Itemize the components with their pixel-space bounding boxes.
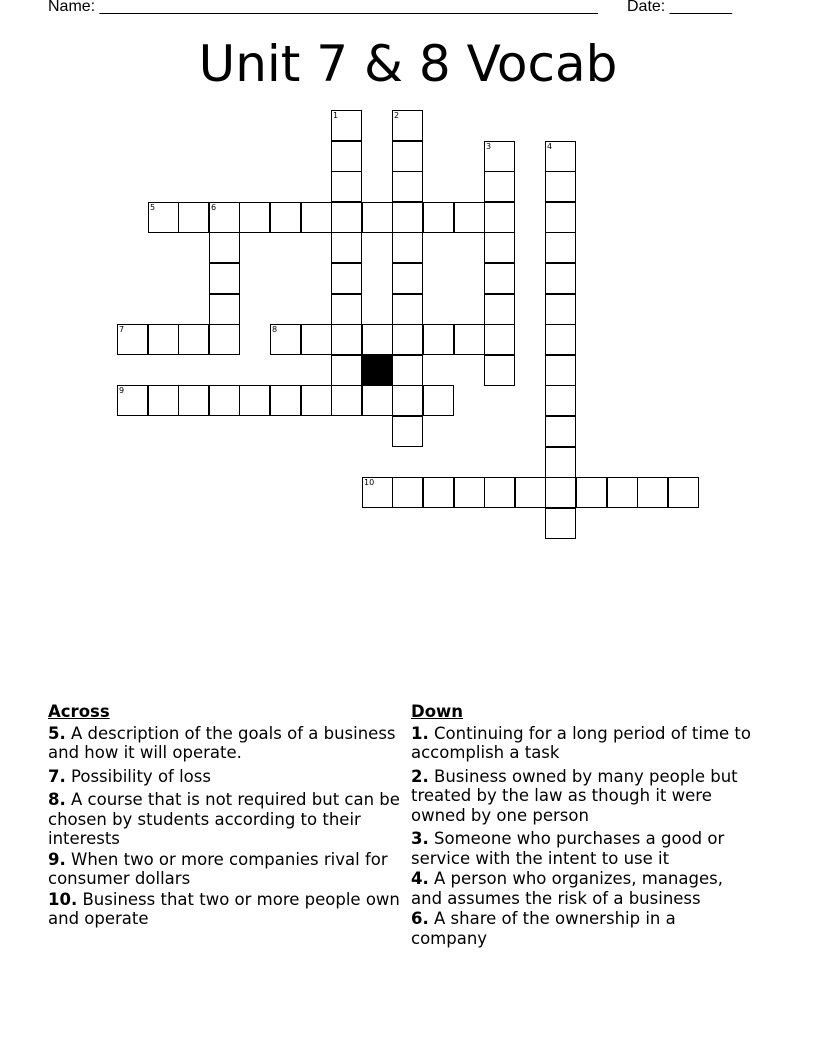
crossword-cell[interactable]: [239, 202, 270, 233]
clue-down-4: [411, 869, 756, 908]
crossword-cell[interactable]: [331, 355, 362, 386]
clue-text: A share of the ownership in a company: [411, 909, 676, 948]
crossword-cell[interactable]: [392, 385, 423, 416]
crossword-cell[interactable]: [362, 202, 393, 233]
crossword-cell[interactable]: [392, 141, 423, 172]
clue-number-label: 7: [119, 325, 125, 334]
clue-across-8: [48, 790, 403, 849]
header: [48, 0, 740, 20]
crossword-cell[interactable]: [423, 477, 454, 508]
clue-across-9: [48, 850, 403, 889]
crossword-cell[interactable]: [331, 263, 362, 294]
crossword-cell[interactable]: [484, 324, 515, 355]
clue-text: Someone who purchases a good or service with the intent to use it: [411, 829, 725, 868]
page-title: Unit 7 & 8 Vocab: [198, 35, 618, 93]
clue-number: 4.: [411, 869, 429, 888]
crossword-cell[interactable]: [117, 385, 148, 416]
clue-number: 8.: [48, 790, 66, 809]
clue-number-label: 2: [394, 111, 400, 120]
crossword-cell[interactable]: [484, 294, 515, 325]
clue-number: 2.: [411, 766, 429, 786]
crossword-cell[interactable]: [148, 385, 179, 416]
crossword-cell[interactable]: [392, 477, 423, 508]
crossword-cell[interactable]: [362, 324, 393, 355]
crossword-cell[interactable]: [515, 477, 546, 508]
clue-down-6: [411, 909, 756, 948]
crossword-cell[interactable]: [331, 232, 362, 263]
clue-number: 7.: [48, 766, 66, 786]
crossword-cell[interactable]: [148, 324, 179, 355]
clue-down-3: [411, 829, 756, 868]
crossword-cell[interactable]: [392, 110, 423, 141]
crossword-cell[interactable]: [545, 477, 576, 508]
clue-down-1: [411, 724, 756, 763]
down-clues: [411, 702, 756, 952]
clue-number: 9.: [48, 849, 66, 869]
clue-across-10: [48, 890, 403, 929]
crossword-cell[interactable]: [209, 294, 240, 325]
crossword-cell[interactable]: [545, 447, 576, 478]
crossword-cell[interactable]: [392, 263, 423, 294]
crossword-cell[interactable]: [454, 202, 485, 233]
clue-number-label: 10: [364, 478, 375, 487]
crossword-cell[interactable]: [454, 324, 485, 355]
crossword-cell[interactable]: [545, 141, 576, 172]
across-heading: Across: [48, 702, 110, 721]
crossword-cell[interactable]: [301, 202, 332, 233]
clue-number-label: 5: [150, 203, 156, 212]
crossword-cell[interactable]: [392, 202, 423, 233]
clue-text: A person who organizes, manages, and assumes the risk of a business: [411, 869, 723, 908]
crossword-cell[interactable]: [392, 294, 423, 325]
clue-number-label: 1: [333, 111, 339, 120]
crossword-cell[interactable]: [484, 263, 515, 294]
clue-text: When two or more companies rival for consumer dollars: [48, 849, 388, 888]
crossword-cell[interactable]: [484, 477, 515, 508]
clue-number-label: 3: [486, 142, 492, 151]
crossword-cell[interactable]: [178, 385, 209, 416]
crossword-cell[interactable]: [545, 232, 576, 263]
crossword-cell[interactable]: [301, 324, 332, 355]
clue-number: 10.: [48, 889, 78, 909]
clue-text: Continuing for a long period of time to accomplish a task: [411, 723, 751, 762]
crossword-cell[interactable]: [362, 385, 393, 416]
clue-number-label: 8: [272, 325, 278, 334]
crossword-cell[interactable]: [209, 324, 240, 355]
crossword-cell[interactable]: [209, 202, 240, 233]
crossword-cell[interactable]: [545, 508, 576, 539]
clue-number: 6.: [411, 909, 429, 928]
crossword-cell[interactable]: [392, 324, 423, 355]
black-cell: [362, 355, 393, 386]
across-clues: [48, 702, 403, 933]
clue-number-label: 9: [119, 386, 125, 395]
crossword-cell[interactable]: [484, 141, 515, 172]
crossword-cell[interactable]: [545, 202, 576, 233]
clue-number: 1.: [411, 723, 429, 743]
clue-across-5: [48, 724, 403, 763]
crossword-cell[interactable]: [270, 324, 301, 355]
crossword-cell[interactable]: [392, 416, 423, 447]
crossword-cell[interactable]: [331, 141, 362, 172]
clue-text: A course that is not required but can be chosen by students according to their interests: [48, 790, 400, 848]
crossword-cell[interactable]: [209, 385, 240, 416]
crossword-cell[interactable]: [545, 324, 576, 355]
crossword-cell[interactable]: [178, 202, 209, 233]
crossword-cell[interactable]: [331, 171, 362, 202]
crossword-cell[interactable]: [392, 171, 423, 202]
crossword-cell[interactable]: [239, 385, 270, 416]
crossword-cell[interactable]: [423, 324, 454, 355]
crossword-cell[interactable]: [576, 477, 607, 508]
crossword-cell[interactable]: [545, 263, 576, 294]
crossword-cell[interactable]: [484, 202, 515, 233]
clue-down-2: [411, 767, 756, 826]
crossword-cell[interactable]: [392, 355, 423, 386]
crossword-cell[interactable]: [117, 324, 148, 355]
crossword-cell[interactable]: [301, 385, 332, 416]
clue-number: 5.: [48, 723, 66, 743]
crossword-cell[interactable]: [148, 202, 179, 233]
crossword-cell[interactable]: [607, 477, 638, 508]
crossword-cell[interactable]: [454, 477, 485, 508]
clue-number-label: 4: [547, 142, 553, 151]
clue-across-7: [48, 767, 403, 787]
name-field[interactable]: Name: ________________________________________________________: [48, 0, 598, 15]
crossword-cell[interactable]: [209, 232, 240, 263]
clue-number-label: 6: [211, 203, 217, 212]
crossword-cell[interactable]: [270, 385, 301, 416]
crossword-cell[interactable]: [331, 202, 362, 233]
crossword-cell[interactable]: [484, 171, 515, 202]
crossword-cell[interactable]: [178, 324, 209, 355]
crossword-cell[interactable]: [362, 477, 393, 508]
crossword-cell[interactable]: [484, 232, 515, 263]
crossword-cell[interactable]: [637, 477, 668, 508]
crossword-cell[interactable]: [545, 416, 576, 447]
down-heading: Down: [411, 702, 464, 721]
crossword-cell[interactable]: [331, 385, 362, 416]
crossword-cell[interactable]: [545, 385, 576, 416]
crossword-cell[interactable]: [392, 232, 423, 263]
crossword-cell[interactable]: [545, 171, 576, 202]
clue-text: Possibility of loss: [71, 766, 211, 786]
crossword-cell[interactable]: [484, 355, 515, 386]
crossword-cell[interactable]: [423, 385, 454, 416]
crossword-cell[interactable]: [270, 202, 301, 233]
crossword-cell[interactable]: [331, 110, 362, 141]
crossword-cell[interactable]: [545, 355, 576, 386]
crossword-cell[interactable]: [545, 294, 576, 325]
crossword-cell[interactable]: [423, 202, 454, 233]
clue-number: 3.: [411, 829, 429, 848]
crossword-cell[interactable]: [331, 294, 362, 325]
clue-text: Business that two or more people own and operate: [48, 889, 400, 928]
clue-text: A description of the goals of a business and how it will operate.: [48, 723, 396, 762]
crossword-cell[interactable]: [331, 324, 362, 355]
date-field[interactable]: Date: _______: [627, 0, 732, 15]
clue-text: Business owned by many people but treated by the law as though it were owned by one person: [411, 766, 738, 825]
crossword-cell[interactable]: [668, 477, 699, 508]
crossword-cell[interactable]: [209, 263, 240, 294]
